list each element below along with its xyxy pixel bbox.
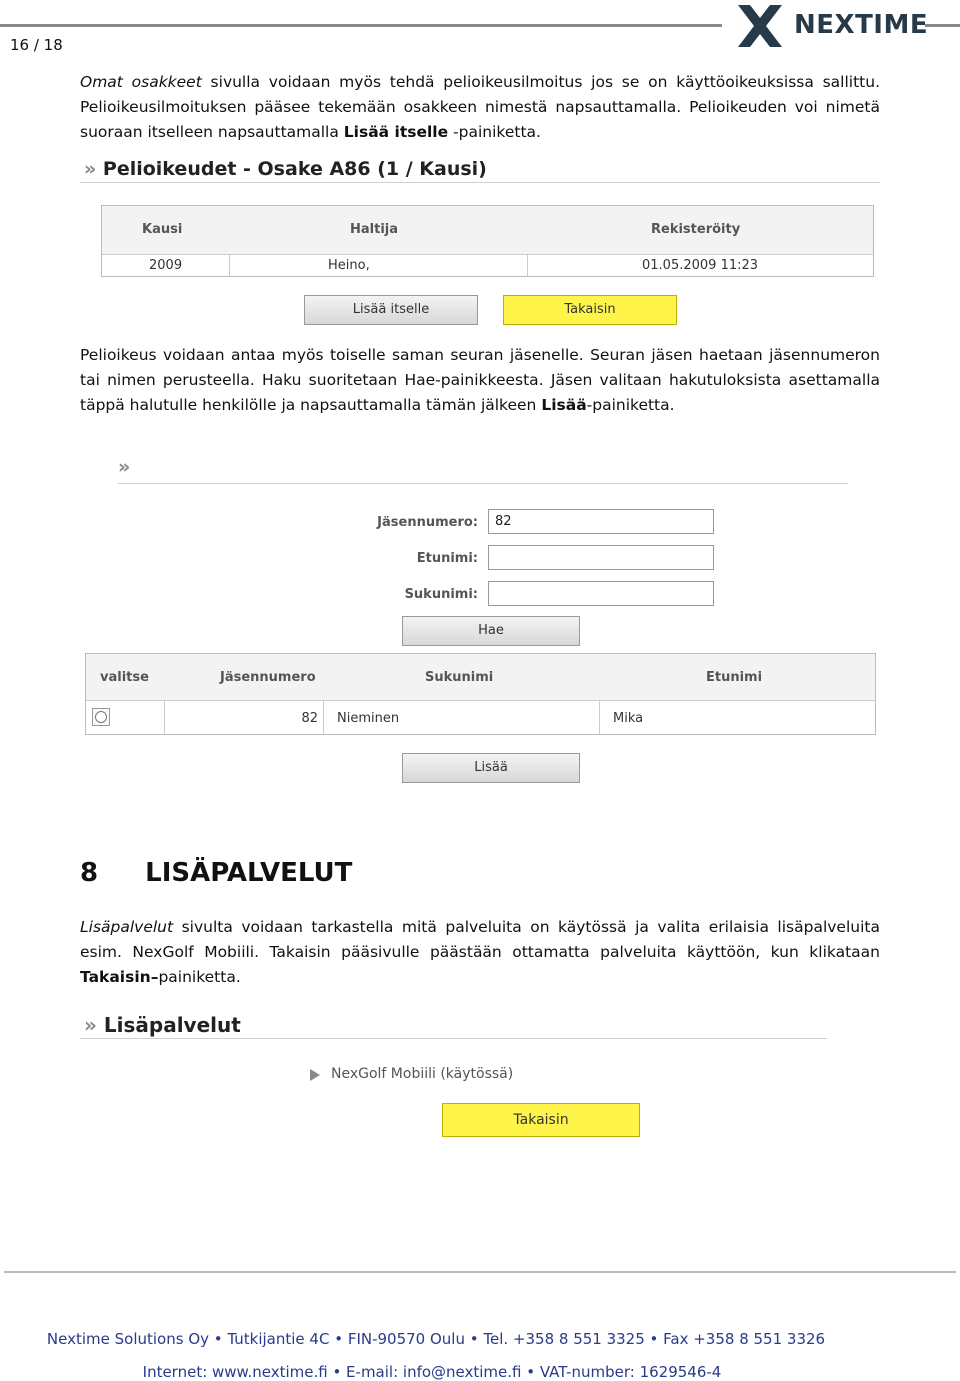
services-back-button[interactable]: Takaisin	[442, 1103, 640, 1137]
transfer-text: Pelioikeus voidaan antaa myös toiselle saman seuran jäsenelle. Seuran jäsen haetaan jäsennumeron tai nimen perusteella. Haku suoritetaan Hae-painikkeesta. Jäsen valitaan hakutuloksista asettamalla täppä halutulle henkilölle ja napsauttamalla tämän jälkeen	[80, 346, 880, 414]
member-number-label: Jäsennumero:	[377, 515, 478, 530]
shot3-title-prefix: »	[84, 1013, 97, 1037]
row-rekisteroity: 01.05.2009 11:23	[642, 258, 759, 273]
shot3-divider	[80, 1038, 827, 1039]
col-rekisteroity: Rekisteröity	[651, 222, 741, 237]
lastname-input[interactable]	[488, 581, 714, 606]
col-divider	[599, 700, 600, 734]
add-self-button[interactable]: Lisää itselle	[304, 295, 478, 325]
services-bold: Takaisin	[80, 968, 151, 986]
search-button[interactable]: Hae	[402, 616, 580, 646]
section-number: 8	[80, 858, 99, 888]
intro-paragraph	[80, 70, 880, 145]
intro-bold: Lisää itselle	[343, 123, 449, 141]
footer-rule	[4, 1271, 956, 1273]
shot2-title	[118, 456, 130, 478]
col-jasennumero: Jäsennumero	[220, 670, 316, 685]
arrow-right-icon	[309, 1068, 321, 1082]
member-number-input[interactable]: 82	[488, 509, 714, 534]
services-text: sivulta voidaan tarkastella mitä palveluita on käytössä ja valita erilaisia lisäpalveluita esim. NexGolf Mobiili. Takaisin pääsivulle päästään ottamatta palveluita käyttöön, kun klikataan	[80, 918, 880, 961]
header-rule-left	[0, 24, 722, 27]
intro-text: sivulla voidaan myös tehdä pelioikeusilmoitus jos se on käyttöoikeuksissa sallittu. Pelioikeusilmoituksen pääsee tekemään osakkeen nimestä napsauttamalla. Pelioikeuden voi nimetä suoraan itselleen napsauttamalla	[80, 73, 880, 141]
shot2-title-prefix: »	[118, 456, 131, 478]
shot1-title-text: Pelioikeudet - Osake A86 (1 / Kausi)	[102, 158, 487, 180]
radio-circle-icon	[95, 711, 107, 723]
col-valitse: valitse	[100, 670, 149, 685]
col-sukunimi: Sukunimi	[425, 670, 494, 685]
transfer-paragraph	[80, 343, 880, 418]
footer-line-2: Internet: www.nextime.fi • E-mail: info@nextime.fi • VAT-number: 1629546-4	[142, 1363, 722, 1381]
row-haltija[interactable]: Heino,	[328, 258, 370, 273]
footer-line-1: Nextime Solutions Oy • Tutkijantie 4C • FIN-90570 Oulu • Tel. +358 8 551 3325 • Fax +358 8 551 3326	[46, 1330, 826, 1348]
shot3-title-text: Lisäpalvelut	[103, 1013, 241, 1037]
shot1-divider	[80, 182, 880, 183]
col-etunimi: Etunimi	[706, 670, 763, 685]
intro-text-end: -painiketta.	[448, 123, 541, 141]
row-kausi: 2009	[149, 258, 183, 273]
services-text-end: painiketta.	[158, 968, 241, 986]
firstname-label: Etunimi:	[416, 551, 478, 566]
row-jasennumero: 82	[301, 711, 318, 726]
add-button[interactable]: Lisää	[402, 753, 580, 783]
shot1-title-prefix: »	[84, 158, 97, 180]
col-divider	[527, 254, 528, 276]
services-paragraph	[80, 915, 880, 990]
shot1-title	[84, 158, 487, 180]
col-haltija: Haltija	[350, 222, 399, 237]
rights-table	[101, 205, 874, 277]
section-heading	[80, 858, 352, 888]
transfer-text-end: -painiketta.	[586, 396, 675, 414]
intro-italic: Omat osakkeet	[80, 73, 202, 91]
services-dash: –	[150, 968, 159, 986]
logo-text: NEXTIME	[794, 10, 929, 40]
rights-table-header	[102, 206, 873, 255]
shot3-title	[84, 1013, 241, 1037]
row-etunimi: Mika	[613, 711, 644, 726]
services-italic: Lisäpalvelut	[80, 918, 174, 936]
col-kausi: Kausi	[142, 222, 183, 237]
col-divider	[323, 700, 324, 734]
header-rule-right	[925, 24, 960, 27]
page-number: 16 / 18	[10, 36, 63, 54]
select-radio[interactable]	[92, 708, 110, 726]
back-button[interactable]: Takaisin	[503, 295, 677, 325]
service-item-link[interactable]: NexGolf Mobiili (käytössä)	[331, 1066, 514, 1082]
results-table	[85, 653, 876, 735]
lastname-label: Sukunimi:	[404, 587, 478, 602]
row-sukunimi: Nieminen	[337, 711, 400, 726]
col-divider	[229, 254, 230, 276]
nextime-x-logo-icon	[736, 3, 784, 49]
firstname-input[interactable]	[488, 545, 714, 570]
section-title: LISÄPALVELUT	[145, 858, 353, 888]
shot2-divider	[118, 483, 848, 484]
transfer-bold: Lisää	[541, 396, 587, 414]
col-divider	[164, 700, 165, 734]
